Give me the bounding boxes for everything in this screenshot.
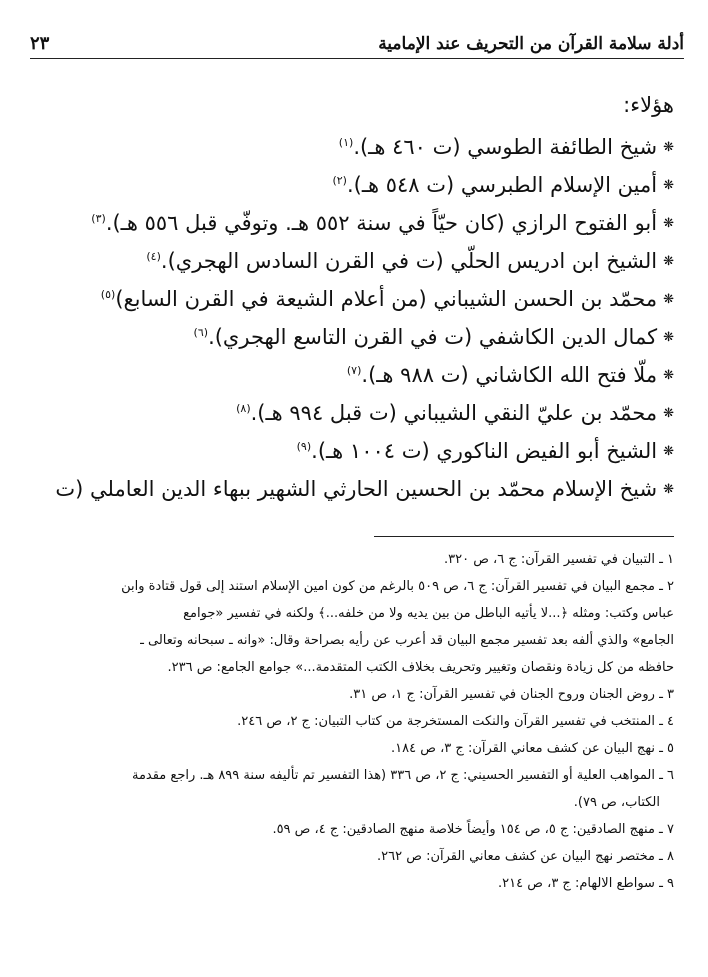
footnote-ref: (٢) (332, 174, 347, 187)
item-text: أمين الإسلام الطبرسي (ت ٥٤٨ هـ). (346, 173, 658, 197)
list-item (40, 238, 674, 276)
item-text: الشيخ ابن ادريس الحلّي (ت في القرن السادس الهجري). (160, 249, 658, 273)
header-rule (30, 58, 684, 59)
footnote-2-continued: عباس وكتب: ومثله ﴿...لا يأتيه الباطل من بين يديه ولا من خلفه...﴾ ولكنه في تفسير «جوامع (183, 606, 674, 621)
item-text: شيخ الطائفة الطوسي (ت ٤٦٠ هـ). (353, 135, 658, 159)
footnote-2-continued: الجامع» والذي ألفه بعد تفسير مجمع البيان قد أعرب عن رأيه بصراحة وقال: «وانه ـ سبحانه وتعالى ـ (140, 633, 674, 648)
item-text: محمّد بن الحسن الشيباني (من أعلام الشيعة في القرن السابع) (115, 287, 658, 311)
footnote-5: ٥ ـ نهج البيان عن كشف معاني القرآن: ج ٣، ص ١٨٤. (391, 741, 674, 756)
footnote-ref: (٩) (296, 440, 312, 453)
footnote-9: ٩ ـ سواطع الالهام: ج ٣، ص ٢١٤. (498, 876, 674, 891)
footnote-ref: (٨) (236, 402, 251, 415)
item-text: شيخ الإسلام محمّد بن الحسين الحارثي الشهير ببهاء الدين العاملي (ت (55, 477, 658, 501)
footnote-3: ٣ ـ روض الجنان وروح الجنان في تفسير القرآن: ج ١، ص ٣١. (349, 687, 674, 702)
list-item (40, 352, 674, 390)
list-item (40, 276, 674, 314)
footnote-ref: (١) (338, 136, 354, 149)
list-item (40, 314, 674, 352)
bullet-star-icon: ❋ (663, 368, 674, 383)
bullet-star-icon: ❋ (663, 482, 674, 497)
footnote-ref: (٦) (193, 326, 209, 339)
item-text: ملّا فتح الله الكاشاني (ت ٩٨٨ هـ). (361, 363, 658, 387)
bullet-star-icon: ❋ (663, 216, 674, 231)
item-text: أبو الفتوح الرازي (كان حيّاً في سنة ٥٥٢ هـ. وتوفّي قبل ٥٥٦ هـ). (105, 211, 658, 235)
list-item (40, 428, 674, 466)
footnote-ref: (٧) (346, 364, 362, 377)
footnote-7: ٧ ـ منهج الصادقين: ج ٥، ص ١٥٤ وأيضاً خلاصة منهج الصادقين: ج ٤، ص ٥٩. (272, 822, 674, 837)
footnote-2: ٢ ـ مجمع البيان في تفسير القرآن: ج ٦، ص ٥٠٩ بالرغم من كون امين الإسلام استند إلى قول قتادة وابن (121, 579, 674, 594)
footnote-4: ٤ ـ المنتخب في تفسير القرآن والنكت المستخرجة من كتاب التبيان: ج ٢، ص ٢٤٦. (237, 714, 674, 729)
list-item (40, 124, 674, 162)
running-header (30, 26, 684, 54)
intro-text: هؤلاء: (623, 93, 674, 117)
bullet-star-icon: ❋ (663, 330, 674, 345)
bullet-star-icon: ❋ (663, 292, 674, 307)
list-item (40, 200, 674, 238)
main-text (40, 86, 674, 504)
item-text: الشيخ أبو الفيض الناكوري (ت ١٠٠٤ هـ). (311, 439, 658, 463)
footnote-ref: (٤) (146, 250, 161, 263)
bullet-star-icon: ❋ (663, 406, 674, 421)
bullet-star-icon: ❋ (663, 254, 674, 269)
footnotes (32, 546, 674, 897)
bullet-star-icon: ❋ (663, 444, 674, 459)
list-item (40, 162, 674, 200)
scholar-list (40, 124, 674, 504)
footnote-6-continued: الكتاب، ص ٧٩). (573, 795, 660, 810)
footnote-1: ١ ـ التبيان في تفسير القرآن: ج ٦، ص ٣٢٠. (443, 552, 674, 567)
footnote-ref: (٣) (91, 212, 106, 225)
footnote-6: ٦ ـ المواهب العلية أو التفسير الحسيني: ج ٢، ص ٣٣٦ (هذا التفسير تم تأليفه سنة ٨٩٩ هـ. راجع مقدمة (131, 768, 674, 783)
footnote-rule (374, 536, 674, 537)
running-title: أدلة سلامة القرآن من التحريف عند الإمامية (378, 34, 684, 54)
footnote-2-continued: حافظه من كل زيادة ونقصان وتغيير وتحريف بخلاف الكتب المتقدمة...» جوامع الجامع: ص ٢٣٦. (167, 660, 674, 675)
list-item (40, 390, 674, 428)
page-number: ٢٣ (30, 33, 50, 54)
footnote-ref: (٥) (100, 288, 116, 301)
item-text: كمال الدين الكاشفي (ت في القرن التاسع الهجري). (208, 325, 658, 349)
bullet-star-icon: ❋ (663, 178, 674, 193)
bullet-star-icon: ❋ (663, 140, 674, 155)
item-text: محمّد بن عليّ النقي الشيباني (ت قبل ٩٩٤ هـ). (250, 401, 658, 425)
list-item (40, 466, 674, 504)
footnote-8: ٨ ـ مختصر نهج البيان عن كشف معاني القرآن: ص ٢٦٢. (377, 849, 674, 864)
